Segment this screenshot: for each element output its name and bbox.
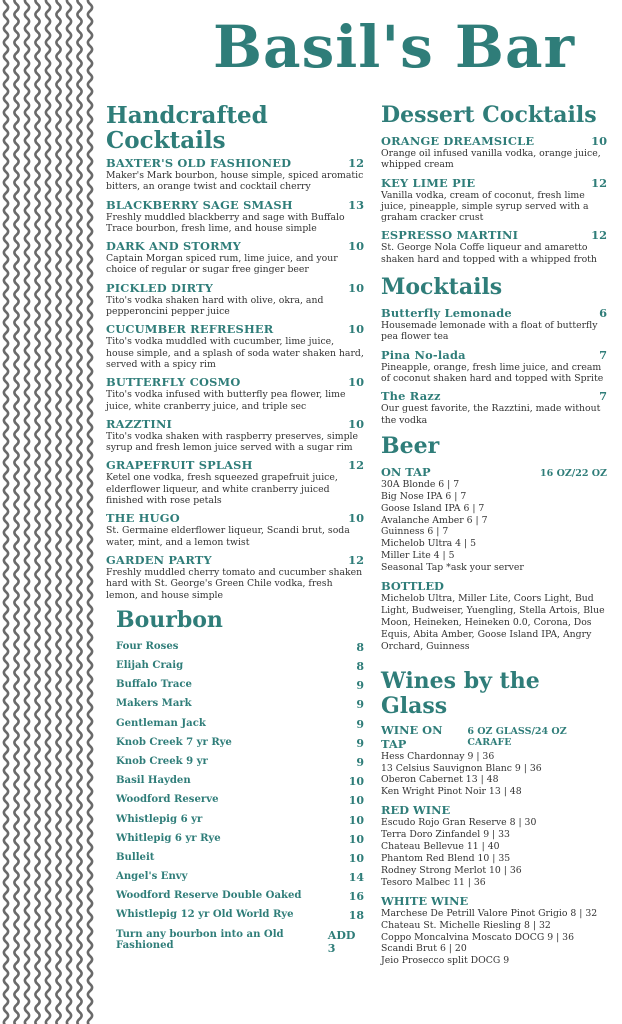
menu-item-name: BAXTER'S OLD FASHIONED xyxy=(106,156,292,170)
menu-item-price: 10 xyxy=(348,375,364,390)
menu-item-name: KEY LIME PIE xyxy=(381,175,476,190)
beer-tap-item: Guinness 6 | 7 xyxy=(381,526,449,538)
menu-item xyxy=(381,134,607,171)
bourbon-name: Woodford Reserve xyxy=(116,794,219,806)
menu-item-price: 7 xyxy=(599,347,607,362)
dessert-list xyxy=(381,134,607,265)
bourbon-price: 9 xyxy=(356,717,364,731)
menu-item-header xyxy=(106,458,364,472)
wavy-line xyxy=(25,0,29,1024)
beer-bottled-label: BOTTLED xyxy=(381,579,444,594)
red-wine-item: Chateau Bellevue 11 | 40 xyxy=(381,841,500,853)
menu-item-price: 10 xyxy=(348,280,364,295)
menu-item xyxy=(106,239,364,276)
bourbon-price: 10 xyxy=(348,851,364,865)
menu-item xyxy=(381,176,607,224)
menu-item-name: PICKLED DIRTY xyxy=(106,280,214,295)
red-wine-label: RED WINE xyxy=(381,803,451,818)
menu-item-description: Orange oil infused vanilla vodka, orange juice, whipped cream xyxy=(381,148,601,171)
menu-item-price: 10 xyxy=(348,322,364,337)
menu-item-name: GARDEN PARTY xyxy=(106,552,212,567)
beer-tap-item: Avalanche Amber 6 | 7 xyxy=(381,514,488,526)
bourbon-row xyxy=(106,871,364,884)
wine-tap-item: 13 Celsius Sauvignon Blanc 9 | 36 xyxy=(381,762,542,774)
beer-tap-item: Seasonal Tap *ask your server xyxy=(381,562,524,574)
bourbon-name: Whitlepig 6 yr Rye xyxy=(116,832,221,844)
menu-item-description: St. George Nola Coffe liqueur and amaretto shaken hard and topped with a whipped froth xyxy=(381,242,597,265)
menu-item-header xyxy=(106,156,364,170)
wavy-line xyxy=(77,0,81,1024)
menu-item-description: Tito's vodka infused with butterfly pea flower, lime juice, white cranberry juice, and triple sec xyxy=(106,389,346,412)
wine-tap-item: Ken Wright Pinot Noir 13 | 48 xyxy=(381,786,522,798)
beer-on-tap-sizes: 16 OZ/22 OZ xyxy=(540,467,607,479)
bourbon-name: Buffalo Trace xyxy=(116,679,192,691)
bourbon-price: 10 xyxy=(348,775,364,789)
menu-item-header xyxy=(381,134,607,148)
bourbon-price: ADD 3 xyxy=(327,928,356,955)
wine-tap-item: Hess Chardonnay 9 | 36 xyxy=(381,750,495,762)
menu-item-description: Tito's vodka shaken with raspberry preserves, simple syrup and fresh lemon juice served with a sugar rim xyxy=(106,430,359,454)
menu-item-name: ESPRESSO MARTINI xyxy=(381,228,519,243)
bourbon-name: Woodford Reserve Double Oaked xyxy=(116,890,302,902)
beer-on-tap-list xyxy=(381,479,607,574)
menu-item-description: Captain Morgan spiced rum, lime juice, and your choice of regular or sugar free ginger beer xyxy=(106,253,338,276)
menu-item-description: Freshly muddled cherry tomato and cucumber shaken hard with St. George's Green Chile vodka, fresh lemon, and house simple xyxy=(106,566,363,601)
bourbon-list xyxy=(106,641,364,955)
bourbon-name: Knob Creek 9 yr xyxy=(116,755,208,767)
menu-item xyxy=(106,322,364,370)
menu-item-name: ORANGE DREAMSICLE xyxy=(381,134,535,148)
menu-item xyxy=(381,306,607,343)
wavy-line xyxy=(56,0,60,1024)
menu-item-header xyxy=(106,281,364,295)
menu-item-name: BLACKBERRY SAGE SMASH xyxy=(106,197,293,212)
bourbon-row xyxy=(106,852,364,865)
menu-item-price: 6 xyxy=(599,306,607,321)
menu-item-name: GRAPEFRUIT SPLASH xyxy=(106,458,253,473)
bourbon-price: 10 xyxy=(348,813,364,827)
right-column xyxy=(381,103,607,967)
wavy-line xyxy=(88,0,92,1024)
bourbon-price: 9 xyxy=(356,698,364,712)
bourbon-name: Angel's Envy xyxy=(116,871,188,883)
red-wine-list xyxy=(381,817,607,888)
wine-tap-item: Oberon Cabernet 13 | 48 xyxy=(381,774,499,786)
menu-item-description: Tito's vodka muddled with cucumber, lime juice, house simple, and a splash of soda water shaken hard, served with a spicy rim xyxy=(106,336,364,370)
wavy-line xyxy=(4,0,8,1024)
dessert-section xyxy=(381,103,607,265)
beer-tap-item: Michelob Ultra 4 | 5 xyxy=(381,538,477,550)
beer-heading: Beer xyxy=(381,432,440,459)
cocktails-section xyxy=(106,103,364,601)
mocktails-heading: Mocktails xyxy=(381,274,503,301)
wine-on-tap-label: WINE ON TAP xyxy=(381,722,443,751)
menu-item-name: CUCUMBER REFRESHER xyxy=(106,322,274,337)
mocktails-section xyxy=(381,275,607,426)
bourbon-row xyxy=(106,698,364,711)
menu-item-header xyxy=(106,198,364,212)
left-column xyxy=(106,103,364,961)
menu-item-description: Housemade lemonade with a float of butterfly pea flower tea xyxy=(381,320,598,343)
wavy-line xyxy=(46,0,50,1024)
menu-item-name: Pina No-lada xyxy=(381,347,466,362)
red-wine-item: Escudo Rojo Gran Reserve 8 | 30 xyxy=(381,817,537,829)
white-wine-item: Jeio Prosecco split DOCG 9 xyxy=(381,955,510,967)
wine-on-tap-header xyxy=(381,723,607,751)
menu-item-name: DARK AND STORMY xyxy=(106,239,241,254)
menu-item-header xyxy=(381,176,607,190)
menu-item xyxy=(381,389,607,426)
dessert-heading: Dessert Cocktails xyxy=(381,102,597,128)
bourbon-price: 8 xyxy=(356,640,364,654)
beer-on-tap-header xyxy=(381,465,607,479)
menu-item-description: St. Germaine elderflower liqueur, Scandi brut, soda water, mint, and a lemon twist xyxy=(106,525,350,548)
bourbon-row xyxy=(106,794,364,807)
bourbon-name: Elijah Craig xyxy=(116,660,184,672)
menu-item-price: 12 xyxy=(591,228,607,243)
bourbon-price: 9 xyxy=(356,736,364,750)
wavy-line xyxy=(14,0,18,1024)
menu-item-description: Freshly muddled blackberry and sage with Buffalo Trace bourbon, fresh lime, and house simple xyxy=(106,211,345,234)
bourbon-name: Gentleman Jack xyxy=(116,717,206,729)
red-wine-item: Phantom Red Blend 10 | 35 xyxy=(381,852,511,864)
menu-item-price: 10 xyxy=(348,239,364,254)
white-wine-item: Chateau St. Michelle Riesling 8 | 32 xyxy=(381,919,551,931)
white-wine-item: Marchese De Petrill Valore Pinot Grigio 8 | 32 xyxy=(381,907,598,919)
menu-item-name: Butterfly Lemonade xyxy=(381,306,512,321)
bourbon-row xyxy=(106,679,364,692)
menu-item xyxy=(106,281,364,318)
menu-item-price: 12 xyxy=(348,156,364,170)
wine-on-tap-list xyxy=(381,751,607,799)
menu-item-price: 10 xyxy=(591,134,607,148)
wines-heading: Wines by the Glass xyxy=(381,667,540,719)
beer-section xyxy=(381,434,607,653)
bourbon-row xyxy=(106,775,364,788)
bourbon-row xyxy=(106,718,364,731)
menu-item-description: Our guest favorite, the Razztini, made without the vodka xyxy=(381,403,601,426)
menu-item-price: 12 xyxy=(348,458,364,473)
bourbon-name: Knob Creek 7 yr Rye xyxy=(116,736,232,748)
bourbon-row xyxy=(106,929,364,955)
white-wine-item: Coppo Moncalvina Moscato DOCG 9 | 36 xyxy=(381,931,574,943)
bourbon-name: Four Roses xyxy=(116,640,179,652)
page-title: Basil's Bar xyxy=(213,13,576,81)
menu-item-header xyxy=(106,553,364,567)
beer-tap-item: Goose Island IPA 6 | 7 xyxy=(381,502,485,514)
wavy-line-pattern xyxy=(0,0,100,1024)
beer-tap-item: Big Nose IPA 6 | 7 xyxy=(381,490,467,502)
menu-item-header xyxy=(106,417,364,431)
beer-tap-item: Miller Lite 4 | 5 xyxy=(381,550,455,562)
wavy-line xyxy=(67,0,71,1024)
menu-item-header xyxy=(381,389,607,403)
menu-item-header xyxy=(381,228,607,242)
menu-item-header xyxy=(106,511,364,525)
menu-item-price: 12 xyxy=(591,175,607,190)
red-wine-item: Terra Doro Zinfandel 9 | 33 xyxy=(381,829,510,841)
bourbon-name: Whistlepig 12 yr Old World Rye xyxy=(116,909,294,921)
white-wine-item: Scandi Brut 6 | 20 xyxy=(381,943,467,955)
menu-item xyxy=(106,511,364,548)
menu-item-name: RAZZTINI xyxy=(106,416,173,431)
bourbon-price: 9 xyxy=(356,755,364,769)
bourbon-name: Bulleit xyxy=(116,851,155,863)
menu-item xyxy=(381,348,607,385)
bourbon-name: Whistlepig 6 yr xyxy=(116,813,203,825)
bourbon-row xyxy=(106,756,364,769)
menu-item-header xyxy=(106,375,364,389)
white-wine-list xyxy=(381,908,607,968)
menu-item-header xyxy=(381,348,607,362)
beer-on-tap-label: ON TAP xyxy=(381,464,431,479)
menu-item-description: Tito's vodka shaken hard with olive, okra, and pepperoncini pepper juice xyxy=(106,294,324,318)
bourbon-price: 9 xyxy=(356,679,364,693)
bourbon-price: 16 xyxy=(348,890,364,904)
menu-item xyxy=(106,553,364,601)
bourbon-price: 10 xyxy=(348,832,364,846)
bourbon-row xyxy=(106,641,364,654)
bourbon-section xyxy=(106,608,364,955)
bourbon-price: 14 xyxy=(348,871,364,885)
white-wine-label: WHITE WINE xyxy=(381,893,469,908)
beer-tap-item: 30A Blonde 6 | 7 xyxy=(381,478,460,490)
red-wine-item: Tesoro Malbec 11 | 36 xyxy=(381,876,486,888)
menu-item-header xyxy=(106,322,364,336)
menu-item-description: Pineapple, orange, fresh lime juice, and cream of coconut shaken hard and topped with Sprite xyxy=(381,361,604,384)
bourbon-row xyxy=(106,909,364,922)
red-wine-item: Rodney Strong Merlot 10 | 36 xyxy=(381,864,522,876)
bourbon-row xyxy=(106,814,364,827)
menu-item-header xyxy=(106,239,364,253)
menu-item-price: 10 xyxy=(348,416,364,431)
cocktails-heading: Handcrafted Cocktails xyxy=(106,102,268,154)
menu-item-description: Maker's Mark bourbon, house simple, spiced aromatic bitters, an orange twist and cocktail cherry xyxy=(106,170,364,193)
bourbon-row xyxy=(106,737,364,750)
menu-item-name: THE HUGO xyxy=(106,511,180,526)
wine-on-tap-sizes: 6 OZ GLASS/24 OZ CARAFE xyxy=(467,725,567,748)
bourbon-price: 10 xyxy=(348,794,364,808)
bourbon-name: Turn any bourbon into an Old Fashioned xyxy=(116,928,284,951)
menu-item xyxy=(106,417,364,454)
bourbon-price: 18 xyxy=(348,909,364,923)
menu-item xyxy=(106,458,364,506)
wavy-line xyxy=(35,0,39,1024)
menu-item xyxy=(381,228,607,265)
menu-item-price: 12 xyxy=(348,552,364,567)
bourbon-price: 8 xyxy=(356,660,364,674)
bourbon-row xyxy=(106,833,364,846)
cocktail-list xyxy=(106,156,364,601)
bourbon-row xyxy=(106,890,364,903)
menu-item-price: 7 xyxy=(599,389,607,404)
menu-item xyxy=(106,198,364,235)
menu-item-price: 13 xyxy=(348,197,364,212)
bourbon-row xyxy=(106,660,364,673)
menu-item-description: Ketel one vodka, fresh squeezed grapefruit juice, elderflower liqueur, and white cranberry juiced finished with rose petals xyxy=(106,472,338,507)
mocktail-list xyxy=(381,306,607,426)
menu-item-name: BUTTERFLY COSMO xyxy=(106,375,241,390)
bourbon-name: Makers Mark xyxy=(116,698,192,710)
menu-item xyxy=(106,156,364,193)
beer-bottled-list: Michelob Ultra, Miller Lite, Coors Light, Bud Light, Budweiser, Yuengling, Stella Artois, Blue Moon, Heineken, Heineken 0.0, Corona, Dos Equis, Abita Amber, Goose Island IPA, Angry Orchard, Guinness xyxy=(381,593,605,652)
menu-item xyxy=(106,375,364,412)
menu-item-description: Vanilla vodka, cream of coconut, fresh lime juice, pineapple, simple syrup served with a graham cracker crust xyxy=(381,189,589,224)
menu-item-name: The Razz xyxy=(381,389,441,404)
wines-section xyxy=(381,669,607,968)
bourbon-name: Basil Hayden xyxy=(116,775,191,787)
menu-item-header xyxy=(381,306,607,320)
bourbon-heading: Bourbon xyxy=(116,606,223,633)
menu-item-price: 10 xyxy=(348,511,364,526)
